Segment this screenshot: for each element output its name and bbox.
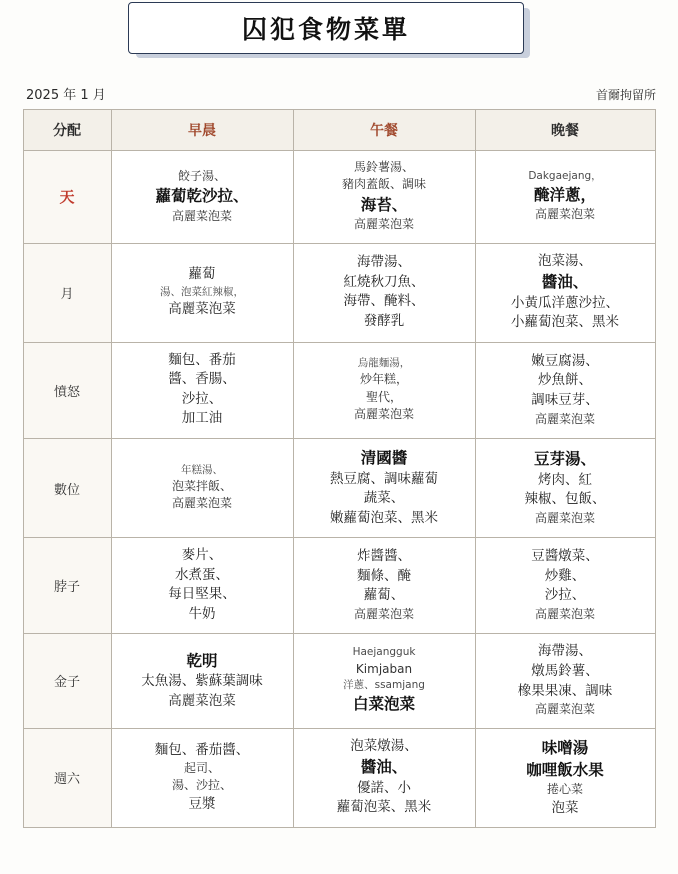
menu-item: 醃洋蔥，: [533, 186, 596, 204]
menu-item: 麵條、醃: [357, 567, 411, 584]
menu-item: 炒年糕，: [359, 372, 408, 387]
breakfast-cell: [111, 728, 293, 828]
menu-item: 馬鈴薯湯、: [353, 160, 414, 174]
day-label: 週六: [23, 728, 111, 828]
menu-item: 調味豆芽、: [531, 392, 599, 408]
table-header-row: [23, 110, 655, 151]
dinner-cell: [475, 634, 655, 728]
menu-item: 高麗菜泡菜: [534, 411, 595, 426]
menu-item: 高麗菜泡菜: [171, 208, 232, 223]
menu-item: 紅燒秋刀魚、: [343, 273, 425, 290]
menu-item: 白菜泡菜: [352, 695, 415, 714]
menu-item: 橡果果凍、調味: [517, 682, 613, 699]
menu-item: 高麗菜泡菜: [168, 692, 236, 709]
dinner-cell: [475, 439, 655, 538]
day-label: 脖子: [23, 538, 111, 634]
menu-item: 味噌湯: [541, 738, 589, 757]
menu-item: 醬油、: [541, 273, 589, 292]
lunch-cell: [293, 342, 475, 438]
menu-item: 咖哩飯水果: [526, 761, 604, 779]
menu-item: 高麗菜泡菜: [168, 300, 236, 317]
title-banner-box: [128, 2, 524, 54]
dinner-cell: [475, 151, 655, 244]
menu-item: 高麗菜泡菜: [534, 606, 595, 621]
menu-item: Kimjaban: [355, 661, 413, 676]
menu-item: 加工油: [181, 410, 223, 427]
menu-item: 熱豆腐、調味蘿蔔: [330, 470, 438, 487]
lunch-cell: [293, 151, 475, 244]
menu-item: 豬肉蓋飯、調味: [341, 177, 426, 192]
menu-item: 泡菜湯、: [538, 252, 592, 269]
breakfast-cell: [111, 634, 293, 728]
menu-item: 烤肉、紅: [538, 471, 592, 488]
menu-item: 蘿蔔乾沙拉、: [155, 187, 249, 206]
table-row: [23, 728, 655, 828]
table-row: [23, 151, 655, 244]
menu-item: 海帶湯、: [357, 254, 411, 271]
facility-name: 首爾拘留所: [595, 88, 656, 102]
menu-item: 洋蔥、ssamjang: [343, 678, 425, 691]
menu-item: 高麗菜泡菜: [534, 510, 595, 525]
menu-item: 高麗菜泡菜: [353, 217, 414, 232]
menu-item: 湯、沙拉、: [171, 778, 232, 793]
menu-item: 蘿蔔泡菜、黑米: [336, 799, 432, 816]
day-label: 憤怒: [23, 342, 111, 438]
menu-item: 豆醬燉菜、: [531, 548, 599, 565]
menu-item: 高麗菜泡菜: [534, 207, 595, 222]
menu-item: 湯、泡菜紅辣椒，: [160, 285, 244, 298]
column-header-dinner: 晚餐: [475, 110, 655, 151]
breakfast-cell: [111, 243, 293, 342]
menu-item: 高麗菜泡菜: [353, 606, 414, 621]
menu-item: 聖代，: [365, 389, 402, 404]
menu-item: 泡菜: [551, 799, 579, 816]
menu-item: 海帶、醃料、: [343, 293, 425, 310]
menu-item: 泡菜燉湯、: [350, 737, 418, 754]
menu-item: 醬、香腸、: [168, 371, 236, 388]
day-label: 數位: [23, 439, 111, 538]
breakfast-cell: [111, 439, 293, 538]
page-title: 囚犯食物菜單: [241, 15, 410, 44]
menu-item: 水煮蛋、: [175, 566, 229, 583]
dinner-cell: [475, 243, 655, 342]
menu-item: Dakgaejang，: [528, 169, 602, 182]
menu-item: 嫩蘿蔔泡菜、黑米: [330, 509, 438, 526]
column-header-lunch: 午餐: [293, 110, 475, 151]
lunch-cell: [293, 243, 475, 342]
table-row: [23, 538, 655, 634]
menu-item: 醬油、: [360, 758, 408, 777]
menu-item: 炸醬醬、: [357, 548, 411, 565]
menu-table: [23, 109, 656, 828]
menu-item: 炒雞、: [544, 567, 586, 584]
menu-item: 捲心菜: [546, 782, 583, 797]
menu-item: 小黃瓜洋蔥沙拉、: [511, 294, 619, 311]
menu-item: 蘿蔔、: [363, 587, 405, 604]
menu-item: 嫩豆腐湯、: [531, 352, 599, 369]
menu-item: 麵包、番茄: [168, 351, 236, 368]
menu-date: 2025 年 1 月: [26, 88, 106, 103]
lunch-cell: [293, 634, 475, 728]
menu-item: 海苔、: [360, 195, 408, 214]
menu-item: 麵包、番茄醬、: [154, 741, 250, 758]
menu-item: 蘿蔔: [188, 266, 216, 283]
table-row: [23, 342, 655, 438]
title-banner: [0, 0, 678, 70]
menu-item: 每日堅果、: [168, 586, 236, 603]
menu-item: 太魚湯、紫蘇葉調味: [141, 673, 263, 690]
menu-item: 燉馬鈴薯、: [531, 663, 599, 680]
menu-table-body: [23, 151, 655, 828]
menu-item: 辣椒、包飯、: [524, 491, 606, 508]
menu-item: 沙拉、: [544, 587, 586, 604]
menu-item: 高麗菜泡菜: [353, 407, 414, 422]
table-row: [23, 439, 655, 538]
menu-item: 清國醬: [360, 449, 408, 468]
dinner-cell: [475, 538, 655, 634]
menu-item: 海帶湯、: [538, 643, 592, 660]
menu-item: 牛奶: [188, 605, 216, 622]
menu-item: 乾明: [186, 651, 218, 670]
menu-item: 沙拉、: [181, 390, 223, 407]
menu-item: 年糕湯、: [181, 463, 223, 476]
lunch-cell: [293, 538, 475, 634]
menu-item: 餃子湯、: [177, 168, 226, 183]
menu-item: 起司、: [183, 761, 220, 776]
menu-item: 蔬菜、: [363, 490, 405, 507]
breakfast-cell: [111, 538, 293, 634]
menu-item: 豆芽湯、: [533, 450, 596, 469]
meta-row: [0, 70, 678, 109]
lunch-cell: [293, 439, 475, 538]
menu-item: 麥片、: [181, 547, 223, 564]
day-label: 金子: [23, 634, 111, 728]
breakfast-cell: [111, 151, 293, 244]
menu-item: 小蘿蔔泡菜、黑米: [511, 314, 619, 331]
lunch-cell: [293, 728, 475, 828]
day-label: 月: [23, 243, 111, 342]
menu-item: 高麗菜泡菜: [171, 496, 232, 511]
day-label: 天: [23, 151, 111, 244]
dinner-cell: [475, 342, 655, 438]
menu-item: 炒魚餅、: [538, 372, 592, 389]
column-header-breakfast: 早晨: [111, 110, 293, 151]
column-header-day: 分配: [23, 110, 111, 151]
menu-item: 泡菜拌飯、: [171, 478, 232, 493]
menu-item: 優諾、小: [357, 779, 411, 796]
menu-item: 豆漿: [188, 795, 216, 812]
dinner-cell: [475, 728, 655, 828]
menu-item: 烏龍麵湯，: [357, 357, 411, 370]
breakfast-cell: [111, 342, 293, 438]
menu-item: Haejangguk: [352, 646, 416, 659]
table-row: [23, 634, 655, 728]
menu-item: 發酵乳: [363, 312, 405, 329]
menu-item: 高麗菜泡菜: [534, 702, 595, 717]
table-row: [23, 243, 655, 342]
